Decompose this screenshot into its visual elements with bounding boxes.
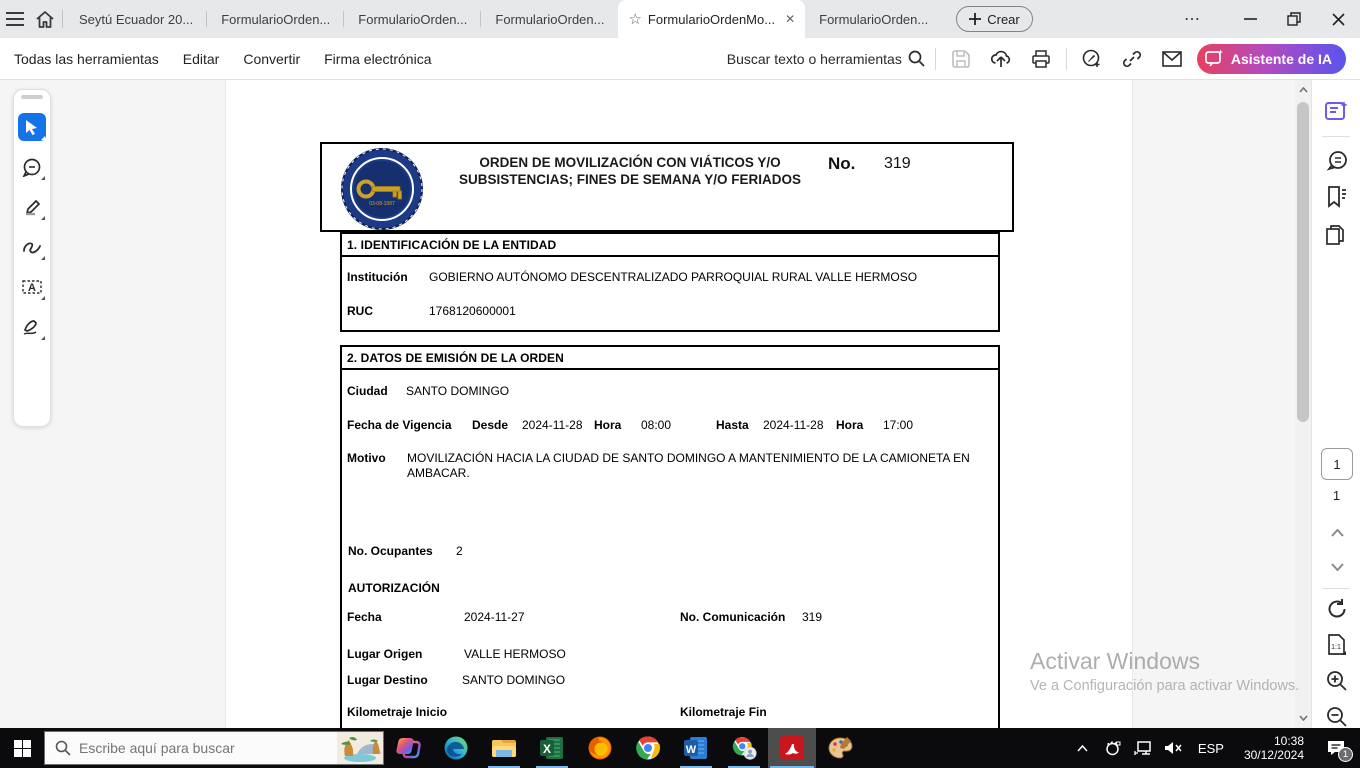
comments-panel-icon[interactable] xyxy=(1324,148,1350,174)
tab-label: FormularioOrden... xyxy=(495,11,605,27)
draw-tool-icon[interactable] xyxy=(18,233,46,261)
section1-header: 1. IDENTIFICACIÓN DE LA ENTIDAD xyxy=(342,234,998,257)
section-datos-emision xyxy=(340,345,1000,728)
hamburger-menu-icon[interactable] xyxy=(0,4,30,34)
tab-document-active[interactable] xyxy=(618,0,805,38)
toolbar-right xyxy=(727,44,1360,74)
save-icon[interactable] xyxy=(946,44,976,74)
autorizacion-header: AUTORIZACIÓN xyxy=(348,581,440,595)
ciudad-label: Ciudad xyxy=(347,384,388,398)
text-select-tool-icon[interactable] xyxy=(18,273,46,301)
divider xyxy=(935,48,936,70)
destino-value: SANTO DOMINGO xyxy=(462,673,566,687)
tray-network-icon[interactable] xyxy=(1130,728,1156,768)
ai-chat-icon xyxy=(1205,49,1224,68)
tab-document-4[interactable] xyxy=(481,0,618,38)
start-button[interactable] xyxy=(0,728,44,768)
institucion-value: GOBIERNO AUTÓNOMO DESCENTRALIZADO PARROQUIAL RURAL VALLE HERMOSO xyxy=(429,270,918,284)
ai-assistant-button[interactable] xyxy=(1197,44,1346,74)
tab-label: FormularioOrden... xyxy=(221,11,331,27)
date: 30/12/2024 xyxy=(1243,748,1304,762)
desde-label: Desde xyxy=(472,418,509,432)
hasta-value: 2024-11-28 xyxy=(763,418,824,432)
tab-label: FormularioOrdenMo... xyxy=(647,11,776,27)
document-header-box xyxy=(320,142,1014,232)
destino-label: Lugar Destino xyxy=(347,673,428,687)
comunicacion-label: No. Comunicación xyxy=(680,610,786,624)
refresh-icon[interactable] xyxy=(1324,596,1350,622)
ruc-value: 1768120600001 xyxy=(429,304,516,318)
search-highlight-image[interactable] xyxy=(337,732,383,764)
menu-esign[interactable]: Firma electrónica xyxy=(324,50,432,67)
menu-convert[interactable]: Convertir xyxy=(243,50,301,67)
watermark-title: Activar Windows xyxy=(1030,648,1200,674)
fill-sign-tool-icon[interactable] xyxy=(18,313,46,341)
watermark-subtitle: Ve a Configuración para activar Windows. xyxy=(1030,678,1300,694)
notification-center-icon[interactable] xyxy=(1316,728,1356,768)
taskbar-firefox[interactable] xyxy=(576,728,624,768)
attachments-panel-icon[interactable] xyxy=(1324,222,1350,248)
svg-text:X: X xyxy=(542,742,552,756)
taskbar-paint[interactable] xyxy=(816,728,864,768)
document-title: ORDEN DE MOVILIZACIÓN CON VIÁTICOS Y/O SUBSISTENCIAS; FINES DE SEMANA Y/O FERIADOS xyxy=(458,155,802,187)
close-tab-icon[interactable]: ✕ xyxy=(785,12,796,26)
tray-meet-now-icon[interactable] xyxy=(1100,728,1126,768)
ai-assistant-panel-icon[interactable] xyxy=(1324,98,1350,124)
document-number-value: 319 xyxy=(884,155,911,172)
ocupantes-label: No. Ocupantes xyxy=(348,544,433,558)
motivo-label: Motivo xyxy=(347,451,386,465)
institucion-label: Institución xyxy=(347,270,408,284)
tab-document-2[interactable] xyxy=(207,0,344,38)
taskbar-chrome[interactable] xyxy=(624,728,672,768)
divider xyxy=(62,10,63,28)
hora1-value: 08:00 xyxy=(641,418,672,432)
fecha-label: Fecha xyxy=(347,610,382,624)
star-icon[interactable]: ☆ xyxy=(628,11,642,28)
km-inicio-label: Kilometraje Inicio xyxy=(347,705,448,719)
minimize-button[interactable] xyxy=(1228,0,1272,38)
origen-label: Lugar Origen xyxy=(347,647,423,661)
menu-edit[interactable]: Editar xyxy=(182,50,220,67)
print-icon[interactable] xyxy=(1026,44,1056,74)
desde-value: 2024-11-28 xyxy=(522,418,583,432)
panel-drag-handle[interactable] xyxy=(21,95,43,99)
taskbar-search-box[interactable] xyxy=(44,731,384,765)
actual-size-icon[interactable] xyxy=(1324,632,1350,658)
taskbar-acrobat-active[interactable] xyxy=(768,728,816,768)
section-identificacion xyxy=(340,232,1000,332)
search-tools-button[interactable] xyxy=(727,50,925,67)
tab-label: FormularioOrden... xyxy=(358,11,468,27)
zoom-out-icon[interactable] xyxy=(1324,704,1350,728)
clock[interactable] xyxy=(1236,734,1312,762)
create-button-label: Crear xyxy=(987,11,1020,27)
vertical-scrollbar[interactable] xyxy=(1295,80,1311,728)
search-icon xyxy=(908,50,925,67)
motivo-value: MOVILIZACIÓN HACIA LA CIUDAD DE SANTO DOMINGO A MANTENIMIENTO DE LA CAMIONETA EN AMBACAR. xyxy=(407,451,970,480)
document-number-label: No. xyxy=(828,154,856,173)
scroll-up-icon[interactable] xyxy=(1295,82,1311,98)
entity-seal-logo xyxy=(341,148,423,230)
cloud-upload-icon[interactable] xyxy=(986,44,1016,74)
right-rail xyxy=(1311,80,1360,728)
ruc-label: RUC xyxy=(347,304,373,318)
tab-document-6[interactable] xyxy=(805,0,942,38)
taskbar-search-input[interactable] xyxy=(79,740,329,756)
request-signature-icon[interactable] xyxy=(1077,44,1107,74)
zoom-in-icon[interactable] xyxy=(1324,668,1350,694)
page-number-input[interactable]: 1 xyxy=(1321,448,1353,480)
next-page-icon[interactable] xyxy=(1324,554,1350,580)
document-viewer xyxy=(0,80,1360,728)
tab-label: FormularioOrden... xyxy=(819,11,929,27)
svg-text:W: W xyxy=(685,744,697,756)
page-total: 1 xyxy=(1332,488,1341,503)
select-tool-icon[interactable] xyxy=(18,113,46,141)
taskbar-word[interactable] xyxy=(672,728,720,768)
svg-text:1:1: 1:1 xyxy=(1331,644,1341,651)
home-icon[interactable] xyxy=(30,4,60,34)
comment-tool-icon[interactable] xyxy=(18,153,46,181)
section2-header: 2. DATOS DE EMISIÓN DE LA ORDEN xyxy=(342,347,998,370)
scrollbar-thumb[interactable] xyxy=(1297,102,1309,422)
taskbar-copilot[interactable] xyxy=(384,728,432,768)
bookmarks-panel-icon[interactable] xyxy=(1324,184,1350,210)
tab-document-1[interactable] xyxy=(65,0,207,38)
ai-assistant-label: Asistente de IA xyxy=(1230,50,1332,67)
menu-all-tools[interactable]: Todas las herramientas xyxy=(14,50,159,67)
taskbar-file-explorer[interactable] xyxy=(480,728,528,768)
tab-document-3[interactable] xyxy=(344,0,481,38)
tray-show-hidden-icons[interactable] xyxy=(1070,728,1096,768)
tab-bar xyxy=(0,0,1360,38)
taskbar-excel[interactable] xyxy=(528,728,576,768)
email-icon[interactable] xyxy=(1157,44,1187,74)
plus-icon xyxy=(969,13,981,25)
tab-label: Seytú Ecuador 20... xyxy=(79,11,194,27)
hora1-label: Hora xyxy=(594,418,622,432)
maximize-button[interactable] xyxy=(1272,0,1316,38)
search-icon xyxy=(55,740,71,756)
search-label: Buscar texto o herramientas xyxy=(726,50,902,67)
tray-volume-muted-icon[interactable] xyxy=(1160,728,1186,768)
hora2-label: Hora xyxy=(836,418,864,432)
quick-tools-panel xyxy=(13,89,51,427)
acrobat-toolbar xyxy=(0,38,1360,80)
create-button[interactable] xyxy=(956,6,1033,32)
comunicacion-value: 319 xyxy=(802,610,823,624)
ocupantes-value: 2 xyxy=(456,544,463,558)
system-tray xyxy=(1070,728,1360,768)
windows-taskbar xyxy=(0,728,1360,768)
fecha-value: 2024-11-27 xyxy=(464,610,525,624)
scroll-down-icon[interactable] xyxy=(1295,710,1311,726)
ciudad-value: SANTO DOMINGO xyxy=(406,384,510,398)
notification-badge: 1 xyxy=(1338,747,1353,762)
divider xyxy=(1322,588,1350,589)
previous-page-icon[interactable] xyxy=(1324,520,1350,546)
hora2-value: 17:00 xyxy=(883,418,914,432)
link-icon[interactable] xyxy=(1117,44,1147,74)
language-indicator[interactable]: ESP xyxy=(1197,740,1224,756)
hasta-label: Hasta xyxy=(716,418,749,432)
vigencia-label: Fecha de Vigencia xyxy=(347,418,452,432)
time: 10:38 xyxy=(1273,734,1304,748)
origen-value: VALLE HERMOSO xyxy=(464,647,566,661)
taskbar-edge[interactable] xyxy=(432,728,480,768)
svg-text:A: A xyxy=(28,282,36,294)
close-window-button[interactable] xyxy=(1316,0,1360,38)
divider xyxy=(1322,136,1350,137)
window-controls xyxy=(1184,0,1360,38)
overflow-menu-icon[interactable]: ⋯ xyxy=(1184,11,1202,28)
divider xyxy=(1066,48,1067,70)
taskbar-chrome-profile[interactable] xyxy=(720,728,768,768)
svg-text:03-08-1987: 03-08-1987 xyxy=(369,201,395,207)
km-fin-label: Kilometraje Fin xyxy=(680,705,767,719)
highlight-tool-icon[interactable] xyxy=(18,193,46,221)
